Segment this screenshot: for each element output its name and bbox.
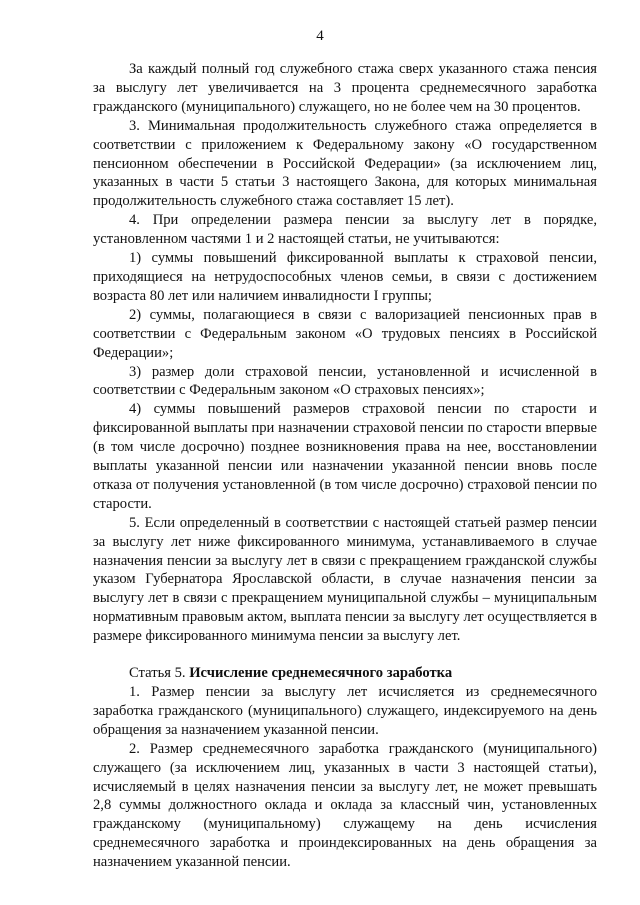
article-heading bbox=[93, 664, 597, 683]
paragraph-minimum-service-length: 3. Минимальная продолжительность служебного стажа определяется в соответствии с приложением к Федеральному закону «О государственном пенсионном обеспечении в Российской Федерации» (за исключением лиц, указанных в части 5 статьи 3 настоящего Закона, для которых минимальная продолжительность служебного стажа составляет 15 лет). bbox=[93, 117, 597, 210]
list-item-4: 4) суммы повышений размеров страховой пенсии по старости и фиксированной выплаты при назначении страховой пенсии по старости впервые (в том числе досрочно) позднее возникновения права на нее, восстановлении выплаты указанной пенсии или назначении указанной пенсии вновь после отказа от получения установленной (в том числе досрочно) страховой пенсии по старости. bbox=[93, 401, 597, 512]
section-gap bbox=[93, 646, 597, 664]
list-item-3: 3) размер доли страховой пенсии, установленной и исчисленной в соответствии с Федеральным законом «О страховых пенсиях»; bbox=[93, 363, 597, 399]
document-body bbox=[93, 60, 597, 872]
paragraph-average-earnings-basis: 1. Размер пенсии за выслугу лет исчисляется из среднемесячного заработка гражданского (муниципального) служащего, индексируемого на день обращения за назначением указанной пенсии. bbox=[93, 684, 597, 738]
article-label: Статья 5. bbox=[129, 665, 186, 682]
paragraph-average-earnings-limit: 2. Размер среднемесячного заработка гражданского (муниципального) служащего (за исключением лиц, указанных в части 3 настоящей статьи), исчисляемый в целях назначения пенсии за выслугу лет, не может превышать 2,8 суммы должностного оклада и оклада за классный чин, установленных гражданскому (муниципальному) служащему на день исчисления среднемесячного заработка и проиндексированных на день обращения за назначением указанной пенсии. bbox=[93, 740, 597, 871]
paragraph-fixed-minimum: 5. Если определенный в соответствии с настоящей статьей размер пенсии за выслугу лет ниже фиксированного минимума, устанавливаемого в случае назначения пенсии за выслугу лет в связи с прекращением гражданской службы указом Губернатора Ярославской области, в случае назначения пенсии за выслугу лет в связи с прекращением муниципальной службы – муниципальным нормативным правовым актом, выплата пенсии за выслугу лет осуществляется в размере фиксированного минимума пенсии за выслугу лет. bbox=[93, 514, 597, 645]
article-title: Исчисление среднемесячного заработка bbox=[189, 665, 453, 682]
list-item-2: 2) суммы, полагающиеся в связи с валоризацией пенсионных прав в соответствии с Федеральным законом «О трудовых пенсиях в Российской Федерации»; bbox=[93, 306, 597, 361]
page-number: 4 bbox=[316, 28, 324, 44]
paragraph-not-counted-intro: 4. При определении размера пенсии за выслугу лет в порядке, установленном частями 1 и 2 настоящей статьи, не учитываются: bbox=[93, 212, 597, 248]
paragraph-continuation-pension-increase: За каждый полный год служебного стажа сверх указанного стажа пенсия за выслугу лет увеличивается на 3 процента среднемесячного заработка гражданского (муниципального) служащего, но не более чем на 30 процентов. bbox=[93, 61, 597, 115]
list-item-1: 1) суммы повышений фиксированной выплаты к страховой пенсии, приходящиеся на нетрудоспособных членов семьи, в связи с достижением возраста 80 лет или наличием инвалидности I группы; bbox=[93, 250, 597, 304]
